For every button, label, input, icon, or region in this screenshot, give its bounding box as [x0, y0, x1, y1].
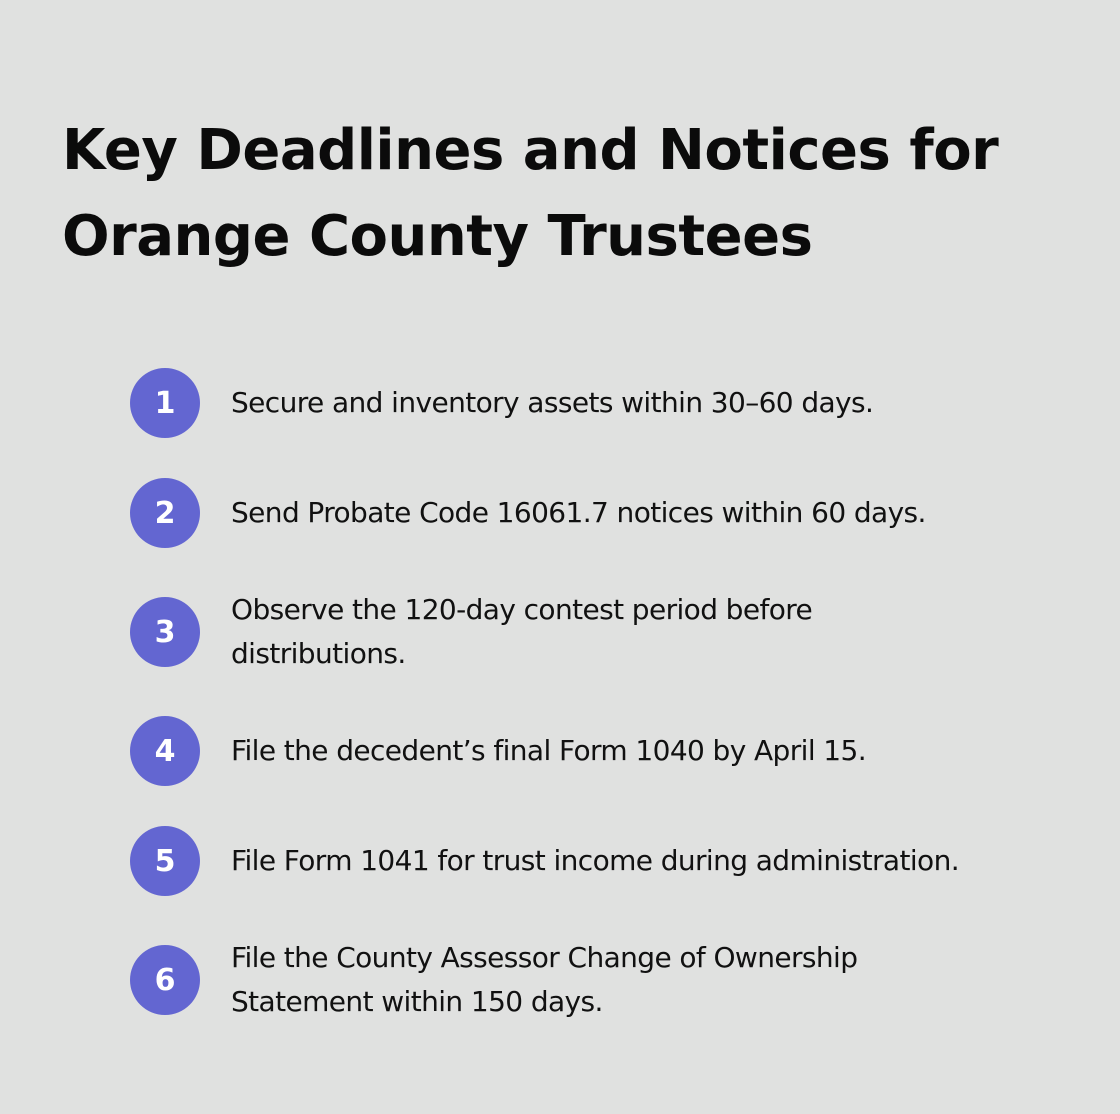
step-number-badge: 4 — [130, 716, 200, 786]
step-text: Observe the 120-day contest period before distributions. — [231, 593, 813, 670]
step-number-badge: 2 — [130, 478, 200, 548]
step-text: File the County Assessor Change of Ownership Statement within 150 days. — [231, 941, 858, 1018]
step-item — [130, 588, 931, 676]
step-text: File the decedent’s final Form 1040 by April 15. — [231, 734, 867, 767]
step-item — [130, 936, 971, 1024]
step-number-badge: 6 — [130, 945, 200, 1015]
step-text: Secure and inventory assets within 30–60 days. — [231, 386, 874, 419]
step-item — [130, 478, 1051, 548]
step-number-badge: 3 — [130, 597, 200, 667]
step-number-badge: 5 — [130, 826, 200, 896]
step-item — [130, 716, 1051, 786]
step-text: Send Probate Code 16061.7 notices within 60 days. — [231, 496, 926, 529]
step-text: File Form 1041 for trust income during administration. — [231, 844, 960, 877]
step-item — [130, 368, 1051, 438]
step-item — [130, 826, 1051, 896]
step-number-badge: 1 — [130, 368, 200, 438]
page-title: Key Deadlines and Notices for Orange County Trustees — [62, 118, 999, 269]
